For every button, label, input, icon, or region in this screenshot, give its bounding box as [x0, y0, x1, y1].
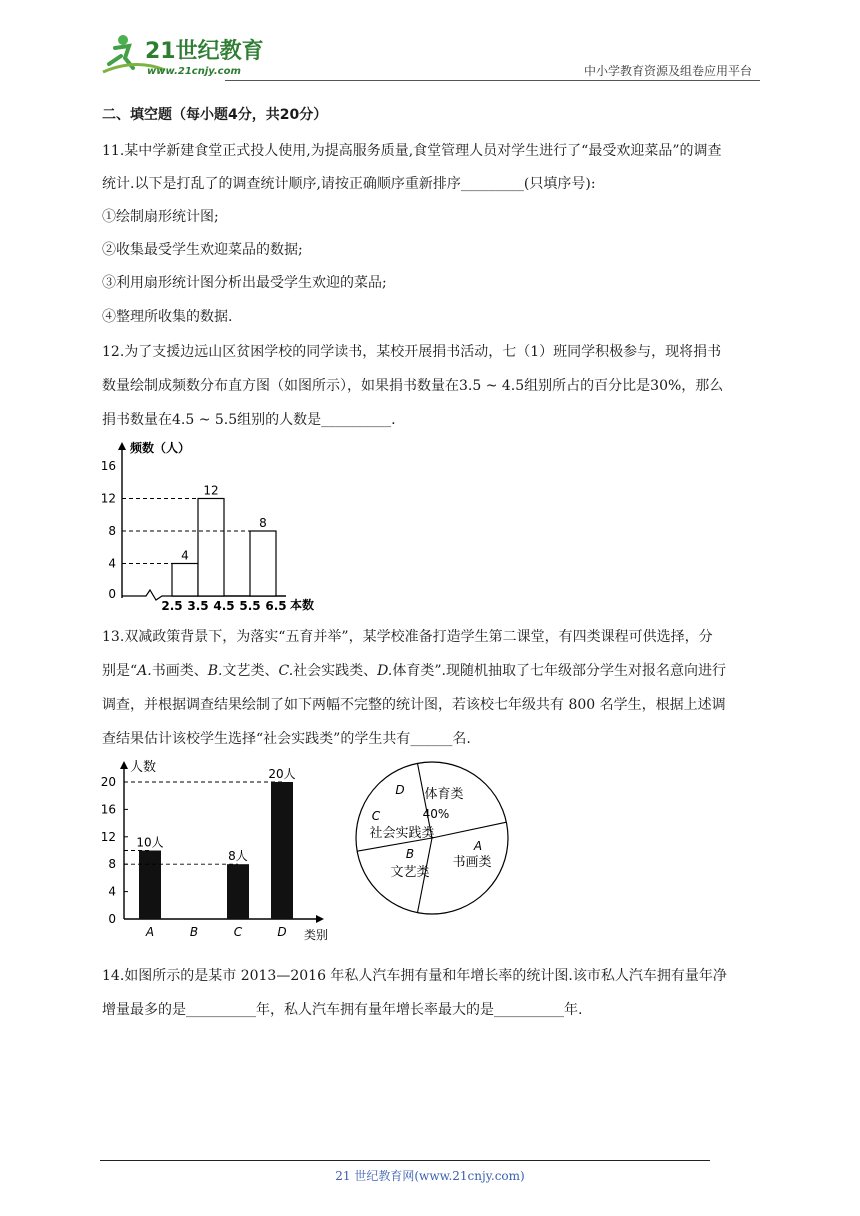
histogram-bar [172, 564, 198, 597]
pie-slice-letter: C [371, 809, 381, 823]
x-tick-label: B [189, 925, 199, 939]
y-tick-label: 0 [108, 587, 116, 601]
pie-slice-letter: A [473, 839, 483, 853]
category-pie-chart [352, 758, 512, 918]
y-tick-label: 16 [100, 459, 116, 473]
histogram-chart [100, 438, 340, 616]
category-bar [139, 851, 161, 920]
x-tick-label: 5.5 [239, 599, 261, 613]
q12-line2: 数量绘制成频数分布直方图（如图所示），如果捐书数量在3.5 ~ 4.5组别所占的百分比是30%，那么 [102, 378, 724, 394]
x-tick-label: A [145, 925, 155, 939]
q11-line1: 11.某中学新建食堂正式投人使用,为提高服务质量,食堂管理人员对学生进行了“最受欢迎菜品”的调查 [102, 143, 722, 159]
pie-slice-label: 体育类 [424, 787, 464, 802]
histogram-bar [250, 531, 276, 596]
q13-line2-a: 别是“ [102, 663, 138, 679]
y-tick-label: 12 [100, 491, 116, 506]
x-tick-label: C [233, 925, 243, 939]
q11-option-2: ②收集最受学生欢迎菜品的数据; [102, 242, 303, 258]
y-tick-label: 4 [108, 884, 116, 899]
q11-option-1: ①绘制扇形统计图; [102, 209, 219, 225]
y-tick-label: 0 [108, 912, 116, 926]
x-axis-label: 类别 [304, 928, 329, 942]
x-axis-label: 本数 [290, 598, 315, 612]
y-tick-label: 8 [108, 524, 116, 538]
pie-slice-letter: D [395, 783, 405, 797]
header-platform-text: 中小学教育资源及组卷应用平台 [583, 64, 752, 78]
q13-option-d-text: 体育类”.现随机抽取了七年级部分学生对报名意向进行 [392, 663, 726, 679]
x-tick-label: 3.5 [187, 599, 209, 613]
x-tick-label: D [277, 925, 287, 939]
x-axis-arrow [316, 915, 324, 923]
pie-slice-label: 书画类 [452, 855, 492, 870]
y-axis-arrow [118, 442, 126, 450]
y-axis-arrow [120, 761, 128, 769]
y-tick-label: 4 [108, 556, 116, 571]
histogram-bar [198, 499, 224, 597]
y-tick-label: 16 [100, 802, 116, 817]
footer-text: 21 世纪教育网(www.21cnjy.com) [335, 1169, 525, 1183]
category-bar [227, 864, 249, 919]
logo [95, 28, 270, 80]
q14-line2: 增量最多的是__________年，私人汽车拥有量年增长率最大的是__________年. [102, 1002, 583, 1018]
bar-value-label: 10人 [136, 835, 164, 850]
pie-slice-label: 社会实践类 [369, 826, 435, 841]
bar-value-label: 8 [259, 516, 267, 530]
y-tick-label: 8 [108, 857, 116, 872]
y-axis-label: 频数（人） [130, 441, 191, 455]
bar-value-label: 8人 [228, 849, 248, 864]
bar-value-label: 12 [203, 483, 219, 498]
x-tick-label: 2.5 [161, 599, 183, 613]
logo-text: 21世纪教育 [145, 39, 264, 64]
pie-slice-letter: B [405, 847, 415, 861]
pie-slice-percent: 40% [422, 807, 450, 821]
footer-divider [100, 1160, 710, 1161]
q13-option-c-letter: C. [278, 663, 294, 679]
q11-line2: 统计.以下是打乱了的调查统计顺序,请按正确顺序重新排序_________(只填序号): [102, 176, 596, 192]
y-tick-label: 12 [100, 829, 116, 844]
q13-option-c-text: 社会实践类、 [293, 663, 378, 679]
x-tick-label: 4.5 [213, 599, 235, 613]
category-bar-chart [100, 757, 340, 945]
bar-value-label: 20人 [268, 767, 296, 781]
q13-line4: 查结果估计该校学生选择“社会实践类”的学生共有______名. [102, 731, 471, 747]
bar-value-label: 4 [181, 548, 189, 563]
pie-slice-label: 文艺类 [390, 865, 430, 880]
q13-option-b-text: 文艺类、 [222, 663, 279, 679]
section-title: 二、填空题（每小题4分，共20分） [102, 107, 328, 123]
q13-line2 [102, 661, 726, 681]
q11-option-4: ④整理所收集的数据. [102, 309, 233, 325]
x-tick-label: 6.5 [265, 599, 287, 613]
logo-url: www.21cnjy.com [147, 66, 241, 77]
header-divider [225, 80, 760, 81]
q13-option-d-letter: D. [377, 663, 393, 679]
q12-line3: 捐书数量在4.5 ~ 5.5组别的人数是__________. [102, 412, 396, 428]
q13-option-a-letter: A. [137, 663, 152, 679]
q14-line1: 14.如图所示的是某市 2013—2016 年私人汽车拥有量和年增长率的统计图.该市私人汽车拥有量年净 [102, 968, 727, 984]
category-bar [271, 782, 293, 919]
q13-option-b-letter: B. [207, 663, 223, 679]
q13-line3: 调查，并根据调查结果绘制了如下两幅不完整的统计图，若该校七年级共有 800 名学生，根据上述调 [102, 697, 726, 713]
y-tick-label: 20 [100, 775, 116, 789]
q12-line1: 12.为了支援边远山区贫困学校的同学读书，某校开展捐书活动，七（1）班同学积极参与，现将捐书 [102, 344, 722, 360]
q13-option-a-text: 书画类、 [151, 663, 208, 679]
y-axis-label: 人数 [130, 760, 157, 775]
page-header [95, 28, 760, 84]
q13-line1: 13.双减政策背景下，为落实“五育并举”，某学校准备打造学生第二课堂，有四类课程可供选择，分 [102, 629, 713, 645]
q11-option-3: ③利用扇形统计图分析出最受学生欢迎的菜品; [102, 275, 387, 291]
